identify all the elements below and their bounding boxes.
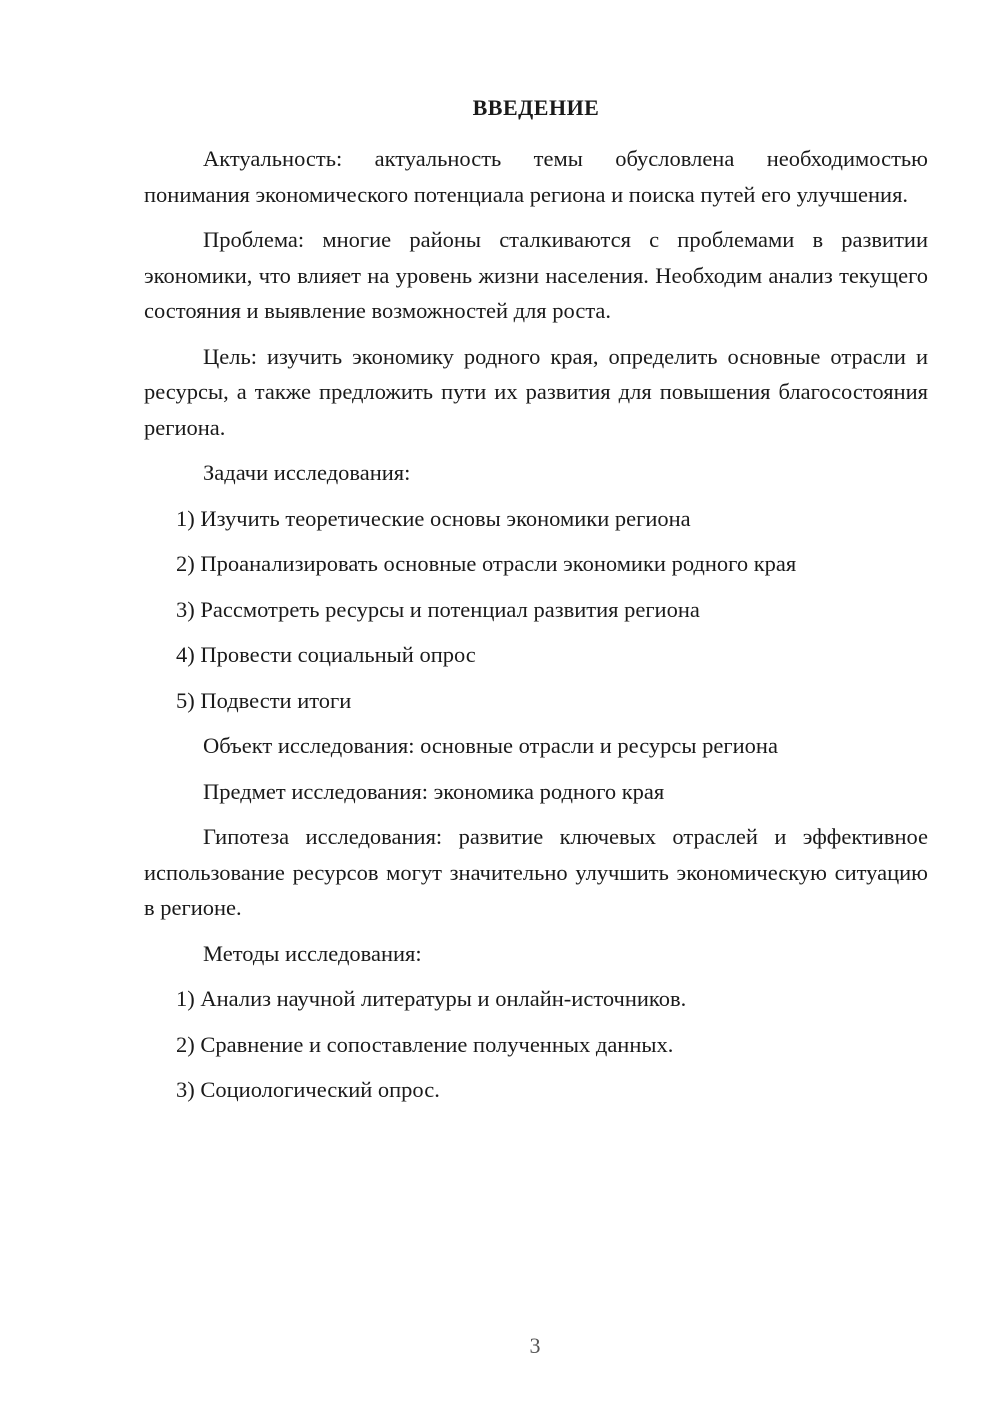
- relevance-paragraph: Актуальность: актуальность темы обусловлена необходимостью понимания экономического потенциала региона и поиска путей его улучшения.: [144, 146, 928, 207]
- research-object: Объект исследования: основные отрасли и ресурсы региона: [203, 733, 778, 758]
- tasks-title: Задачи исследования:: [203, 460, 411, 485]
- research-subject: Предмет исследования: экономика родного края: [203, 778, 665, 804]
- task-item: 1) Изучить теоретические основы экономики региона: [176, 505, 691, 531]
- problem-paragraph: Проблема: многие районы сталкиваются с проблемами в развитии экономики, что влияет на уровень жизни населения. Необходим анализ текущего состояния и выявление возможностей для роста.: [144, 227, 928, 323]
- task-item: 5) Подвести итоги: [176, 687, 352, 713]
- goal-paragraph: Цель: изучить экономику родного края, определить основные отрасли и ресурсы, а также предложить пути их развития для повышения благосостояния региона.: [144, 343, 928, 440]
- task-item: 2) Проанализировать основные отрасли экономики родного края: [176, 551, 797, 576]
- task-item: 4) Провести социальный опрос: [176, 642, 476, 667]
- task-item: 3) Рассмотреть ресурсы и потенциал развития региона: [176, 596, 700, 622]
- method-item: 3) Социологический опрос.: [176, 1077, 440, 1102]
- methods-title: Методы исследования:: [203, 940, 422, 966]
- document-body: [144, 141, 928, 1118]
- page-number: 3: [529, 1333, 541, 1358]
- hypothesis-paragraph: Гипотеза исследования: развитие ключевых отраслей и эффективное использование ресурсов могут значительно улучшить экономическую ситуацию в регионе.: [144, 824, 928, 920]
- section-heading: ВВЕДЕНИЕ: [472, 95, 600, 120]
- method-item: 1) Анализ научной литературы и онлайн-источников.: [176, 986, 687, 1011]
- method-item: 2) Сравнение и сопоставление полученных данных.: [176, 1031, 674, 1057]
